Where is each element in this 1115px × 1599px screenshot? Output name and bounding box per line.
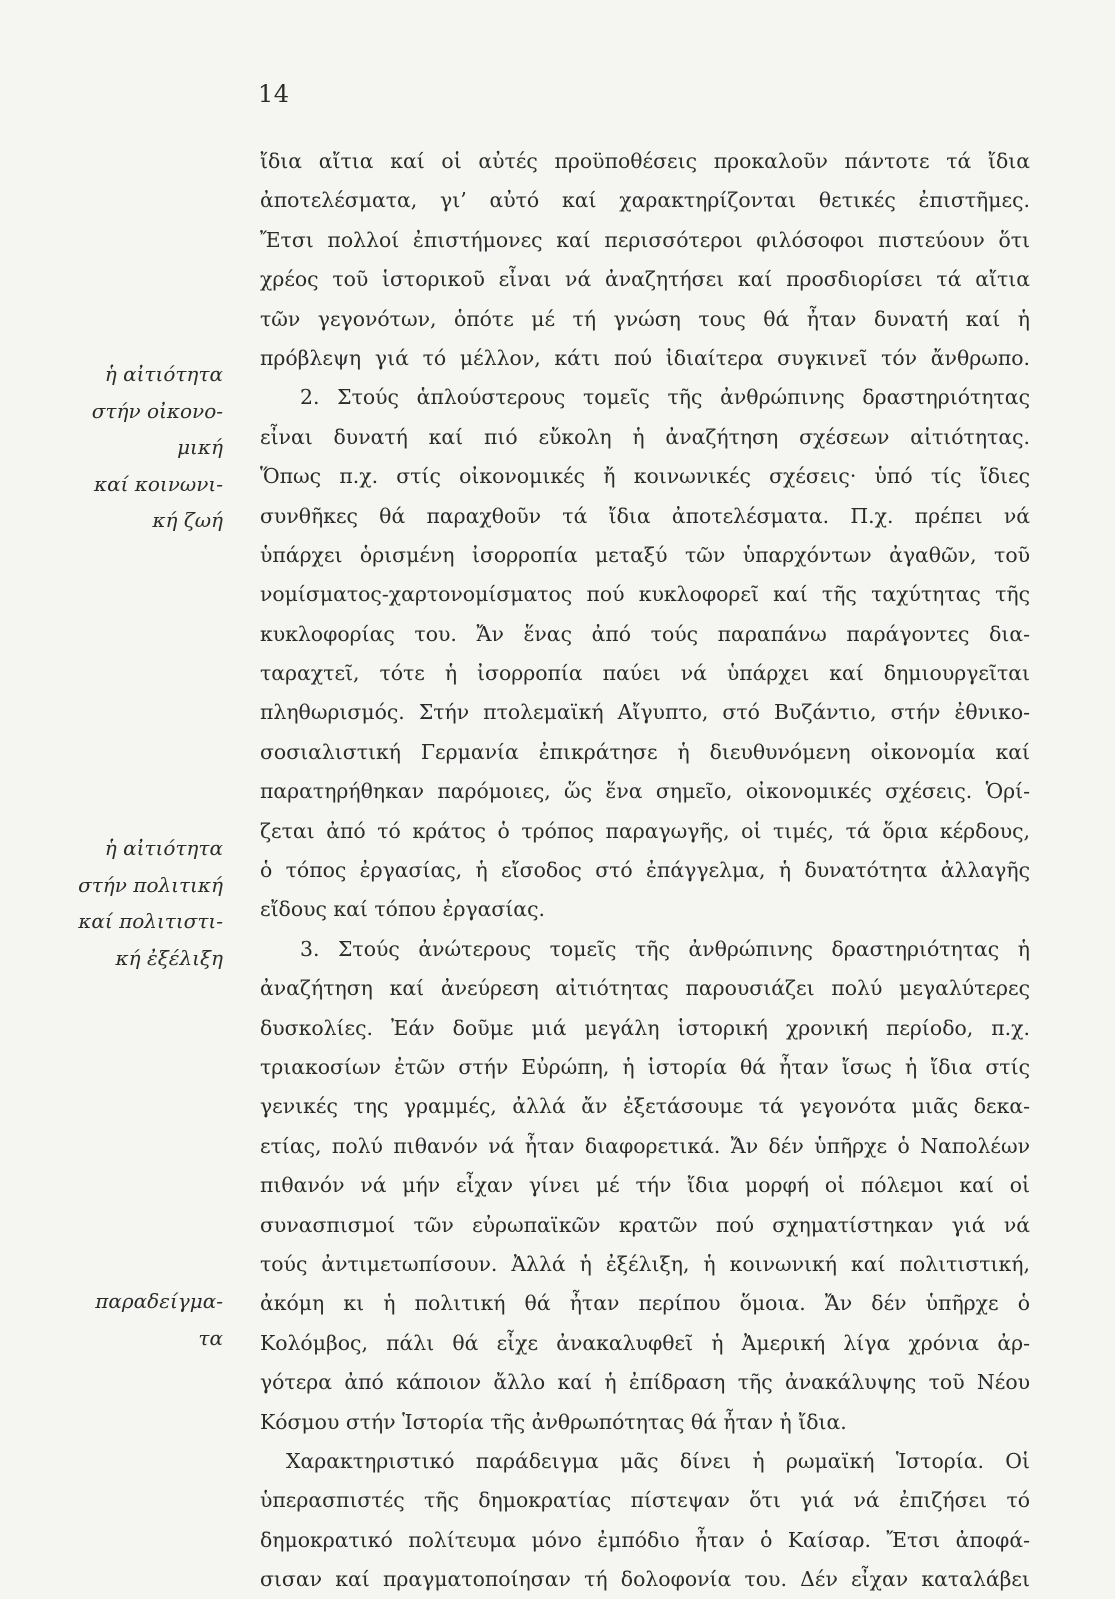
text-line: 3. Στούς ἀνώτερους τομεῖς τῆς ἀνθρώπινης δραστηριότητας ἡ bbox=[300, 936, 1030, 961]
text-line: ετίας, πολύ πιθανόν νά ἦταν διαφορετικά. Ἄν δέν ὑπῆρχε ὁ Ναπολέων bbox=[260, 1133, 1030, 1158]
text-line: τριακοσίων ἐτῶν στήν Εὐρώπη, ἡ ἱστορία θά ἦταν ἴσως ἡ ἴδια στίς bbox=[260, 1054, 1030, 1079]
text-line: εἶναι δυνατή καί πιό εὔκολη ἡ ἀναζήτηση σχέσεων αἰτιότητας. bbox=[260, 424, 1030, 449]
text-line: σοσιαλιστική Γερμανία ἐπικράτησε ἡ διευθυνόμενη οἰκονομία καί bbox=[260, 739, 1030, 764]
text-line: ὑπάρχει ὁρισμένη ἰσορροπία μεταξύ τῶν ὑπαρχόντων ἀγαθῶν, τοῦ bbox=[260, 542, 1030, 567]
margin-note-line: παραδείγμα- bbox=[95, 1289, 223, 1313]
text-line: ἀποτελέσματα, γι’ αὐτό καί χαρακτηρίζονται θετικές ἐπιστῆμες. bbox=[260, 188, 1030, 213]
text-line: κυκλοφορίας του. Ἄν ἕνας ἀπό τούς παραπάνω παράγοντες δια- bbox=[260, 621, 1030, 646]
text-line: 2. Στούς ἁπλούστερους τομεῖς τῆς ἀνθρώπινης δραστηριότητας bbox=[300, 385, 1030, 410]
text-line: γότερα ἀπό κάποιον ἄλλο καί ἡ ἐπίδραση τῆς ἀνακάλυψης τοῦ Νέου bbox=[260, 1370, 1030, 1395]
text-line: Κόσμου στήν Ἱστορία τῆς ἀνθρωπότητας θά ἦταν ἡ ἴδια. bbox=[260, 1409, 847, 1434]
text-line: τῶν γεγονότων, ὁπότε μέ τή γνώση τους θά ἦταν δυνατή καί ἡ bbox=[260, 306, 1030, 331]
margin-note-causality-economic bbox=[23, 356, 223, 539]
text-line: συνασπισμοί τῶν εὐρωπαϊκῶν κρατῶν πού σχηματίστηκαν γιά νά bbox=[260, 1212, 1030, 1237]
margin-note-line: στήν πολιτική bbox=[78, 872, 223, 897]
margin-note-causality-political bbox=[23, 830, 223, 976]
text-line: ἀκόμη κι ἡ πολιτική θά ἦταν περίπου ὅμοια. Ἄν δέν ὑπῆρχε ὁ bbox=[260, 1291, 1030, 1316]
text-line: πληθωρισμός. Στήν πτολεμαϊκή Αἴγυπτο, στό Βυζάντιο, στήν ἐθνικο- bbox=[260, 700, 1030, 725]
text-line: ζεται ἀπό τό κράτος ὁ τρόπος παραγωγῆς, οἱ τιμές, τά ὅρια κέρδους, bbox=[260, 818, 1030, 843]
text-line: ἴδια αἴτια καί οἱ αὐτές προϋποθέσεις προκαλοῦν πάντοτε τά ἴδια bbox=[260, 149, 1030, 173]
text-line: ὑπερασπιστές τῆς δημοκρατίας πίστεψαν ὅτι γιά νά ἐπιζήσει τό bbox=[260, 1488, 1030, 1513]
margin-note-examples bbox=[23, 1283, 223, 1356]
margin-note-line: ἡ αἰτιότητα bbox=[104, 836, 223, 860]
margin-note-line: μική bbox=[177, 435, 223, 459]
text-line: χρέος τοῦ ἱστορικοῦ εἶναι νά ἀναζητήσει καί προσδιορίσει τά αἴτια bbox=[260, 267, 1030, 292]
text-line: παρατηρήθηκαν παρόμοιες, ὥς ἕνα σημεῖο, οἰκονομικές σχέσεις. Ὁρί- bbox=[260, 779, 1030, 804]
margin-note-line: καί πολιτιστι- bbox=[78, 909, 223, 933]
margin-note-line: στήν οἰκονο- bbox=[91, 398, 223, 423]
body-text bbox=[260, 142, 1030, 1599]
margin-note-line: κή ἐξέλιξη bbox=[115, 945, 223, 970]
text-line: Χαρακτηριστικό παράδειγμα μᾶς δίνει ἡ ρωμαϊκή Ἱστορία. Οἱ bbox=[286, 1448, 1030, 1473]
text-line: δημοκρατικό πολίτευμα μόνο ἐμπόδιο ἦταν ὁ Καίσαρ. Ἔτσι ἀποφά- bbox=[260, 1527, 1030, 1552]
margin-note-line: τα bbox=[198, 1325, 223, 1350]
text-line: Ὅπως π.χ. στίς οἰκονομικές ἤ κοινωνικές σχέσεις· ὑπό τίς ἴδιες bbox=[260, 464, 1030, 489]
text-line: πιθανόν νά μήν εἶχαν γίνει μέ τήν ἴδια μορφή οἱ πόλεμοι καί οἱ bbox=[260, 1173, 1030, 1198]
text-line: σισαν καί πραγματοποίησαν τή δολοφονία του. Δέν εἶχαν καταλάβει bbox=[260, 1567, 1030, 1592]
text-line: τούς ἀντιμετωπίσουν. Ἀλλά ἡ ἐξέλιξη, ἡ κοινωνική καί πολιτιστική, bbox=[260, 1251, 1030, 1276]
text-line: ἀναζήτηση καί ἀνεύρεση αἰτιότητας παρουσιάζει πολύ μεγαλύτερες bbox=[260, 976, 1030, 1001]
margin-note-line: ἡ αἰτιότητα bbox=[104, 362, 223, 386]
text-line: γενικές της γραμμές, ἀλλά ἄν ἐξετάσουμε τά γεγονότα μιᾶς δεκα- bbox=[260, 1094, 1030, 1119]
text-line: συνθῆκες θά παραχθοῦν τά ἴδια ἀποτελέσματα. Π.χ. πρέπει νά bbox=[260, 503, 1030, 528]
text-line: δυσκολίες. Ἐάν δοῦμε μιά μεγάλη ἱστορική χρονική περίοδο, π.χ. bbox=[260, 1015, 1030, 1040]
text-line: Ἔτσι πολλοί ἐπιστήμονες καί περισσότεροι φιλόσοφοι πιστεύουν ὅτι bbox=[260, 227, 1030, 252]
text-line: ὁ τόπος ἐργασίας, ἡ εἴσοδος στό ἐπάγγελμα, ἡ δυνατότητα ἀλλαγῆς bbox=[260, 858, 1030, 883]
margin-note-line: καί κοινωνι- bbox=[93, 471, 223, 496]
text-line: εἴδους καί τόπου ἐργασίας. bbox=[260, 897, 545, 922]
margin-note-line: κή ζωή bbox=[152, 508, 223, 532]
text-line: Κολόμβος, πάλι θά εἶχε ἀνακαλυφθεῖ ἡ Ἀμερική λίγα χρόνια ἀρ- bbox=[260, 1330, 1030, 1355]
text-line: νομίσματος-χαρτονομίσματος πού κυκλοφορεῖ καί τῆς ταχύτητας τῆς bbox=[260, 582, 1030, 607]
page-number: 14 bbox=[258, 80, 290, 108]
text-line: ταραχτεῖ, τότε ἡ ἰσορροπία παύει νά ὑπάρχει καί δημιουργεῖται bbox=[260, 661, 1030, 686]
text-line: πρόβλεψη γιά τό μέλλον, κάτι πού ἰδιαίτερα συγκινεῖ τόν ἄνθρωπο. bbox=[260, 345, 1030, 370]
